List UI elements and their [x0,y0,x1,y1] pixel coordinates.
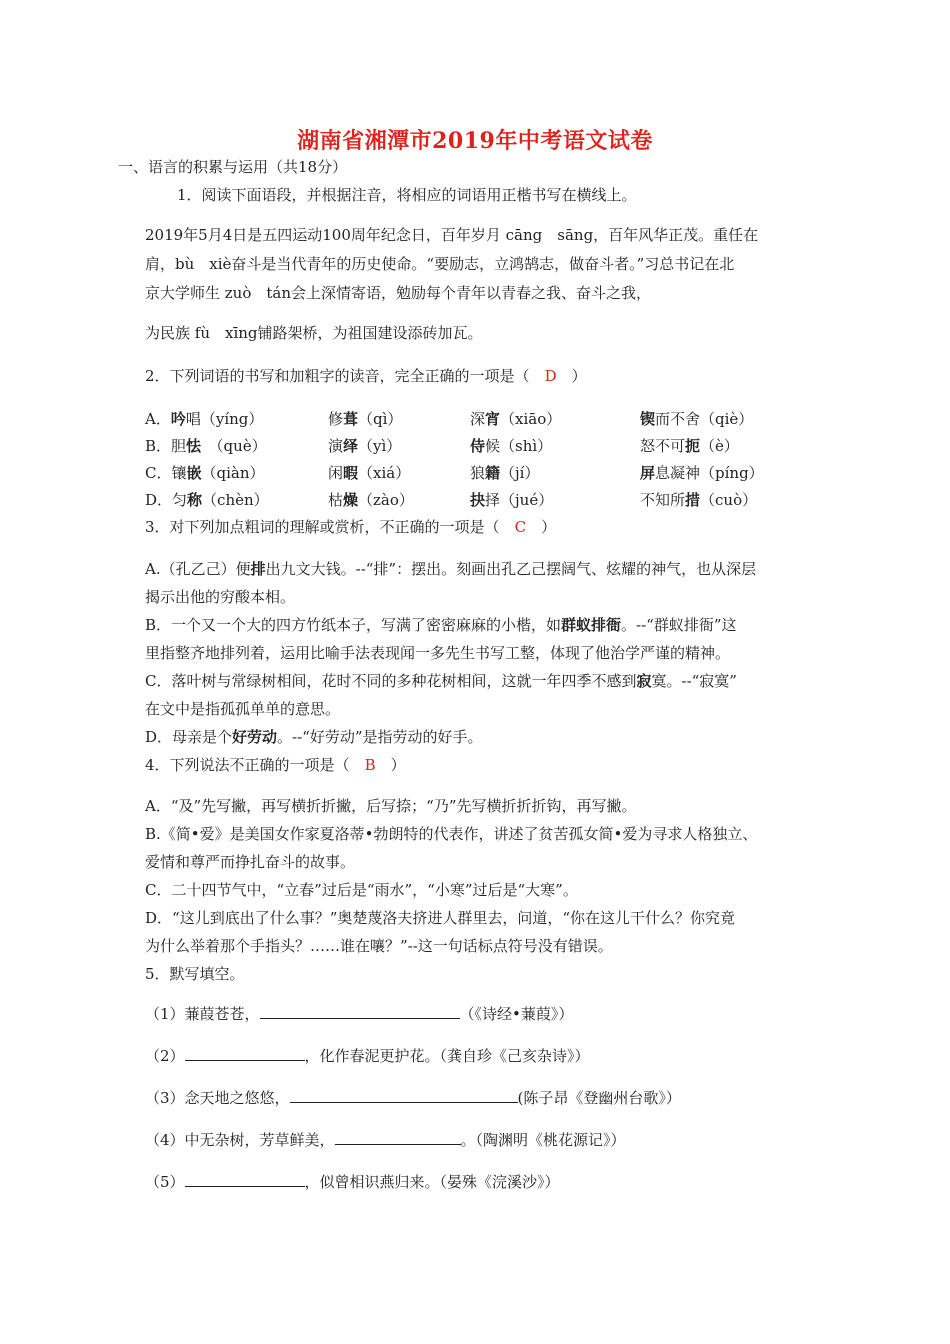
option-text: （jí） [500,464,540,482]
bold-char: 嵌 [186,464,202,482]
option-cell [328,463,410,483]
passage-line: 为民族 fù xīng铺路架桥，为祖国建设添砖加瓦。 [145,324,483,342]
option-text: 候（shì） [485,437,553,455]
answer-blank[interactable] [260,1004,460,1019]
option-text: 闲 [328,464,344,482]
question-4-text: 4．下列说法不正确的一项是（ [145,756,350,774]
q4-line: B.《简•爱》是美国女作家夏洛蒂•勃朗特的代表作，讲述了贫苦孤女简•爱为寻求人格独立、 [145,825,758,843]
option-text: （chèn） [202,491,269,509]
question-5-stem: 5．默写填空。 [145,965,245,983]
option-text: 演 [328,437,344,455]
question-2-close: ） [571,367,587,385]
option-cell [145,409,263,429]
fill-prefix: （5） [145,1173,185,1191]
option-cell [470,490,553,510]
option-text: （cuò） [700,491,758,509]
option-cell [328,409,402,429]
bold-char: 怯 [186,437,202,455]
option-text: C．落叶树与常绿树相间，花时不同的多种花树相间，这就一年四季不感到 [145,672,637,690]
option-text: （è） [700,437,739,455]
bold-char: 绎 [343,437,359,455]
fill-item-1 [145,1004,573,1024]
q4-line: C．二十四节气中，“立春”过后是“雨水”，“小寒”过后是“大寒”。 [145,881,578,899]
question-3-stem [145,517,556,537]
option-text: 枯 [328,491,344,509]
option-text: （què） [201,437,267,455]
bold-char: 锲 [640,410,656,428]
option-text: （xiá） [358,464,411,482]
option-text: （qì） [358,410,403,428]
passage-line: 2019年5月4日是五四运动100周年纪念日，百年岁月 cāng sāng，百年风华正茂。重任在 [145,226,759,244]
option-text: D．匀 [145,491,188,509]
option-text: 唱（yíng） [185,410,264,428]
question-4-close: ） [390,756,406,774]
option-a-line [145,559,756,579]
option-text: 修 [328,410,344,428]
option-text: 寞。--“寂寞” [651,672,737,690]
q4-line: 为什么举着那个手指头？……谁在嚷？”--这一句话标点符号没有错误。 [145,937,613,955]
fill-item-2 [145,1046,590,1066]
question-2-answer: D [544,367,557,385]
option-a-line-2: 揭示出他的穷酸本相。 [145,588,296,606]
option-cell [470,409,561,429]
option-cell [470,436,552,456]
fill-prefix: （1）蒹葭苍苍， [145,1005,260,1023]
option-text: 狼 [470,464,486,482]
fill-prefix: （2） [145,1047,185,1065]
q4-line: D．“这儿到底出了什么事？”奥楚蔑洛夫挤进人群里去，问道，“你在这儿干什么？你究竟 [145,909,736,927]
option-b-line [145,615,737,635]
question-3-answer: C [514,518,527,536]
option-text: 出九文大钱。--“排”：摆出。刻画出孔乙己摆阔气、炫耀的神气，也从深层 [265,560,757,578]
bold-char: 侍 [470,437,486,455]
passage-line: 京大学师生 zuò tán会上深情寄语，勉励每个青年以青春之我、奋斗之我， [145,284,651,302]
option-cell [328,490,414,510]
option-text: 深 [470,410,486,428]
option-text: （yì） [358,437,402,455]
answer-blank[interactable] [290,1088,518,1103]
fill-suffix: 。（陶渊明《桃花源记》） [460,1131,626,1149]
option-text: A． [145,410,171,428]
answer-blank[interactable] [185,1172,305,1187]
option-text: 不知所 [640,491,686,509]
fill-item-5 [145,1172,560,1192]
answer-blank[interactable] [335,1130,461,1145]
option-cell [640,463,764,483]
question-2-stem [145,366,587,386]
option-text: B．胆 [145,437,187,455]
fill-suffix: （《诗经•蒹葭》） [459,1005,574,1023]
option-cell [640,436,739,456]
option-cell [640,490,757,510]
option-c-line-2: 在文中是指孤孤单单的意思。 [145,700,341,718]
bold-word: 排 [250,560,266,578]
question-1-stem: 1．阅读下面语段，并根据注音，将相应的词语用正楷书写在横线上。 [177,186,637,204]
bold-word: 群蚁排衙 [561,616,622,634]
option-cell [145,463,265,483]
option-text: 择（jué） [485,491,554,509]
option-text: 。--“好劳动”是指劳动的好手。 [277,728,483,746]
question-3-close: ） [541,518,557,536]
option-cell [328,436,401,456]
bold-word: 好劳动 [232,728,278,746]
passage-line: 肩，bù xiè奋斗是当代青年的历史使命。“要励志，立鸿鹄志，做奋斗者。”习总书记在北 [145,255,735,273]
option-cell [145,490,269,510]
option-text: B．一个又一个大的四方竹纸本子，写满了密密麻麻的小楷，如 [145,616,562,634]
fill-item-4 [145,1130,626,1150]
question-2-text: 2．下列词语的书写和加粗字的读音，完全正确的一项是（ [145,367,530,385]
option-cell [470,463,539,483]
option-c-line [145,671,737,691]
fill-suffix: (陈子昂《登幽州台歌》） [517,1089,681,1107]
option-text: C．镶 [145,464,187,482]
answer-blank[interactable] [185,1046,305,1061]
bold-char: 宵 [485,410,501,428]
fill-item-3 [145,1088,681,1108]
fill-suffix: ，化作春泥更护花。（龚自珍《己亥杂诗》） [304,1047,590,1065]
option-text: A.（孔乙己）便 [145,560,251,578]
section-heading: 一、语言的积累与运用（共18分） [118,158,348,176]
bold-char: 籍 [485,464,501,482]
fill-prefix: （3）念天地之悠悠， [145,1089,290,1107]
bold-char: 燥 [343,491,359,509]
bold-char: 措 [685,491,701,509]
question-4-stem [145,755,406,775]
bold-char: 抉 [470,491,486,509]
option-text: （zào） [358,491,414,509]
option-text: 怒不可 [640,437,686,455]
bold-char: 屏 [640,464,656,482]
fill-prefix: （4）中无杂树，芳草鲜美， [145,1131,335,1149]
page-title: 湖南省湘潭市2019年中考语文试卷 [297,128,653,154]
option-cell [145,436,267,456]
option-text: 。--“群蚁排衙”这 [621,616,737,634]
option-text: 息凝神（píng） [655,464,764,482]
bold-char: 称 [187,491,203,509]
option-text: 而不舍（qiè） [655,410,754,428]
question-3-text: 3．对下列加点粗词的理解或赏析，不正确的一项是（ [145,518,500,536]
bold-char: 葺 [343,410,359,428]
q4-line: A．“及”先写撇，再写横折折撇，后写捺；“乃”先写横折折折钩，再写撇。 [145,797,637,815]
option-text: （xiāo） [500,410,562,428]
bold-char: 吟 [170,410,186,428]
option-b-line-2: 里指整齐地排列着，运用比喻手法表现闻一多先生书写工整，体现了他治学严谨的精神。 [145,644,731,662]
option-cell [640,409,753,429]
bold-char: 扼 [685,437,701,455]
fill-suffix: ，似曾相识燕归来。（晏殊《浣溪沙》） [304,1173,560,1191]
question-4-answer: B [364,756,376,774]
option-d-line [145,727,483,747]
bold-word: 寂 [636,672,652,690]
option-text: D．母亲是个 [145,728,233,746]
q4-line: 爱情和尊严而挣扎奋斗的故事。 [145,853,356,871]
option-text: （qiàn） [201,464,265,482]
bold-char: 暇 [343,464,359,482]
